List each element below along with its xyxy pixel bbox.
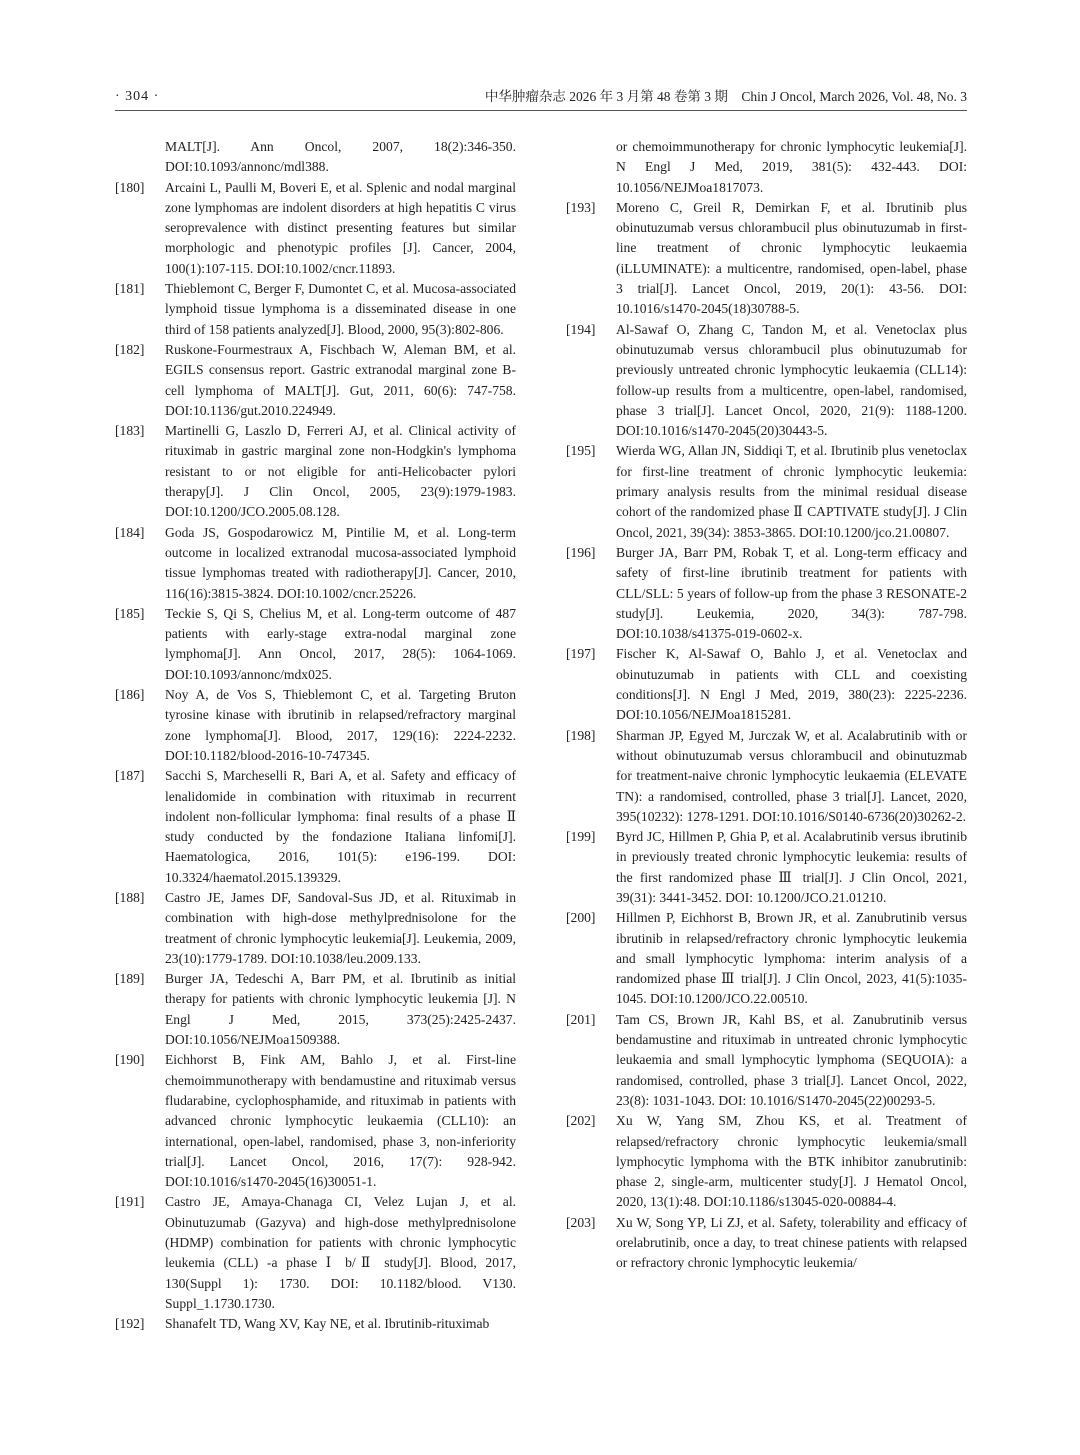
reference-number: [196] bbox=[566, 544, 596, 560]
reference-entry bbox=[566, 441, 967, 542]
reference-text: Ruskone-Fourmestraux A, Fischbach W, Aleman BM, et al. EGILS consensus report. Gastric extranodal marginal zone B-cell lymphoma of MALT[J]. Gut, 2011, 60(6): 747-758. DOI:10.1136/gut.2010.224949. bbox=[165, 341, 516, 418]
reference-text: Xu W, Yang SM, Zhou KS, et al. Treatment of relapsed/refractory chronic lymphocytic leukemia/small lymphocytic lymphoma with the BTK inhibitor zanubrutinib: phase 2, single-arm, multicenter study[J]. J Hematol Oncol, 2020, 13(1):48. DOI:10.1186/s13045-020-00884-4. bbox=[616, 1113, 967, 1210]
journal-citation: 中华肿瘤杂志 2026 年 3 月第 48 卷第 3 期 Chin J Oncol, March 2026, Vol. 48, No. 3 bbox=[484, 89, 967, 104]
reference-text: Moreno C, Greil R, Demirkan F, et al. Ibrutinib plus obinutuzumab versus chlorambucil plus obinutuzumab in first-line treatment of chronic lymphocytic leukaemia (iLLUMINATE): a multicentre, randomised, open-label, phase 3 trial[J]. Lancet Oncol, 2019, 20(1): 43-56. DOI: 10.1016/s1470-2045(18)30788-5. bbox=[616, 199, 967, 317]
reference-number: [199] bbox=[566, 829, 596, 845]
reference-number: [193] bbox=[566, 199, 596, 215]
reference-number: [181] bbox=[115, 281, 145, 297]
reference-number: [198] bbox=[566, 727, 596, 743]
reference-text: Burger JA, Tedeschi A, Barr PM, et al. Ibrutinib as initial therapy for patients with chronic lymphocytic leukemia [J]. N Engl J Med, 2015, 373(25):2425-2437. DOI:10.1056/NEJMoa1509388. bbox=[165, 971, 516, 1048]
reference-entry bbox=[566, 644, 967, 725]
reference-text: Wierda WG, Allan JN, Siddiqi T, et al. Ibrutinib plus venetoclax for first-line treatment of chronic lymphocytic leukemia: primary analysis results from the minimal residual disease cohort of the randomized phase Ⅱ CAPTIVATE study[J]. J Clin Oncol, 2021, 39(34): 3853-3865. DOI:10.1200/jco.21.00807. bbox=[616, 443, 967, 540]
reference-entry bbox=[566, 908, 967, 1009]
reference-entry bbox=[566, 827, 967, 908]
reference-entry bbox=[115, 1192, 516, 1314]
reference-entry bbox=[115, 969, 516, 1050]
reference-text: Sacchi S, Marcheselli R, Bari A, et al. Safety and efficacy of lenalidomide in combination with rituximab in recurrent indolent non-follicular lymphoma: final results of a phase Ⅱ study conducted by the fondazione Italiana linfomi[J]. Haematologica, 2016, 101(5): e196-199. DOI: 10.3324/haematol.2015.139329. bbox=[165, 768, 516, 885]
page-header bbox=[115, 87, 967, 109]
reference-entry bbox=[115, 766, 516, 888]
reference-number: [201] bbox=[566, 1011, 596, 1027]
reference-number: [187] bbox=[115, 768, 145, 784]
reference-number: [200] bbox=[566, 910, 596, 926]
reference-text: Arcaini L, Paulli M, Boveri E, et al. Splenic and nodal marginal zone lymphomas are indolent disorders at high hepatitis C virus seroprevalence with distinct presenting features but similar morphologic and phenotypic profiles [J]. Cancer, 2004, 100(1):107-115. DOI:10.1002/cncr.11893. bbox=[165, 179, 516, 276]
reference-number: [185] bbox=[115, 605, 145, 621]
reference-number: [189] bbox=[115, 971, 145, 987]
reference-text: Castro JE, Amaya-Chanaga CI, Velez Lujan J, et al. Obinutuzumab (Gazyva) and high-dose methylprednisolone (HDMP) combination for patients with chronic lymphocytic leukemia (CLL) -a phase Ⅰ b/Ⅱ study[J]. Blood, 2017, 130(Suppl 1): 1730. DOI: 10.1182/blood. V130. Suppl_1.1730.1730. bbox=[165, 1194, 516, 1311]
reference-text: Burger JA, Barr PM, Robak T, et al. Long-term efficacy and safety of first-line ibrutinib treatment for patients with CLL/SLL: 5 years of follow-up from the phase 3 RESONATE-2 study[J]. Leukemia, 2020, 34(3): 787-798. DOI:10.1038/s41375-019-0602-x. bbox=[616, 544, 967, 642]
reference-text: Al-Sawaf O, Zhang C, Tandon M, et al. Venetoclax plus obinutuzumab versus chlorambucil plus obinutuzumab for previously untreated chronic lymphocytic leukaemia (CLL14): follow-up results from a multicentre, open-label, randomised, phase 3 trial[J]. Lancet Oncol, 2020, 21(9): 1188-1200. DOI:10.1016/s1470-2045(20)30443-5. bbox=[616, 321, 967, 439]
reference-entry bbox=[566, 1010, 967, 1111]
reference-entry bbox=[115, 604, 516, 685]
reference-number: [197] bbox=[566, 646, 596, 662]
reference-entry bbox=[566, 543, 967, 644]
reference-number: [191] bbox=[115, 1194, 145, 1210]
reference-text: Byrd JC, Hillmen P, Ghia P, et al. Acalabrutinib versus ibrutinib in previously treated chronic lymphocytic leukemia: results of the first randomized phase Ⅲ trial[J]. J Clin Oncol, 2021, 39(31): 3441-3452. DOI: 10.1200/JCO.21.01210. bbox=[616, 829, 967, 905]
reference-text: Castro JE, James DF, Sandoval-Sus JD, et al. Rituximab in combination with high-dose methylprednisolone for the treatment of chronic lymphocytic leukemia[J]. Leukemia, 2009, 23(10):1779-1789. DOI:10.1038/leu.2009.133. bbox=[165, 889, 516, 966]
reference-entry bbox=[115, 523, 516, 604]
reference-number: [203] bbox=[566, 1214, 596, 1230]
reference-text: Martinelli G, Laszlo D, Ferreri AJ, et al. Clinical activity of rituximab in gastric marginal zone non-Hodgkin's lymphoma resistant to or not eligible for anti-Helicobacter pylori therapy[J]. J Clin Oncol, 2005, 23(9):1979-1983. DOI:10.1200/JCO.2005.08.128. bbox=[165, 423, 516, 520]
reference-text: Hillmen P, Eichhorst B, Brown JR, et al. Zanubrutinib versus ibrutinib in relapsed/refractory chronic lymphocytic leukemia and small lymphocytic lymphoma: interim analysis of a randomized phase Ⅲ trial[J]. J Clin Oncol, 2023, 41(5):1035-1045. DOI:10.1200/JCO.22.00510. bbox=[616, 910, 967, 1007]
reference-entry bbox=[115, 340, 516, 421]
reference-number: [202] bbox=[566, 1113, 596, 1129]
reference-text: Fischer K, Al-Sawaf O, Bahlo J, et al. Venetoclax and obinutuzumab in patients with CLL and coexisting conditions[J]. N Engl J Med, 2019, 380(23): 2225-2236. DOI:10.1056/NEJMoa1815281. bbox=[616, 646, 967, 723]
reference-number: [183] bbox=[115, 423, 145, 439]
reference-number: [194] bbox=[566, 321, 596, 337]
reference-number: [180] bbox=[115, 179, 145, 195]
reference-entry bbox=[115, 685, 516, 766]
reference-entry bbox=[115, 1314, 516, 1334]
reference-text: Noy A, de Vos S, Thieblemont C, et al. Targeting Bruton tyrosine kinase with ibrutinib in relapsed/refractory marginal zone lymphoma[J]. Blood, 2017, 129(16): 2224-2232. DOI:10.1182/blood-2016-10-747345. bbox=[165, 687, 516, 763]
reference-entry bbox=[566, 137, 967, 198]
reference-entry bbox=[566, 726, 967, 827]
reference-text: Tam CS, Brown JR, Kahl BS, et al. Zanubrutinib versus bendamustine and rituximab in untreated chronic lymphocytic leukaemia and small lymphocytic lymphoma (SEQUOIA): a randomised, controlled, phase 3 trial[J]. Lancet Oncol, 2022, 23(8): 1031-1043. DOI: 10.1016/S1470-2045(22)00293-5. bbox=[616, 1011, 967, 1108]
reference-entry bbox=[115, 178, 516, 279]
reference-number: [190] bbox=[115, 1052, 145, 1068]
reference-number: [182] bbox=[115, 341, 145, 357]
reference-entry bbox=[566, 1111, 967, 1212]
reference-number: [195] bbox=[566, 443, 596, 459]
reference-entry bbox=[115, 1050, 516, 1192]
reference-text: Sharman JP, Egyed M, Jurczak W, et al. Acalabrutinib with or without obinutuzumab versus chlorambucil and obinutuzmab for treatment-naive chronic lymphocytic leukaemia (ELEVATE TN): a randomised, controlled, phase 3 trial[J]. Lancet, 2020, 395(10232): 1278-1291. DOI:10.1016/S0140-6736(20)30262-2. bbox=[616, 727, 967, 824]
reference-text: or chemoimmunotherapy for chronic lymphocytic leukemia[J]. N Engl J Med, 2019, 381(5): 432-443. DOI: 10.1056/NEJMoa1817073. bbox=[616, 139, 967, 195]
reference-text: Thieblemont C, Berger F, Dumontet C, et al. Mucosa-associated lymphoid tissue lymphoma is a disseminated disease in one third of 158 patients analyzed[J]. Blood, 2000, 95(3):802-806. bbox=[165, 281, 516, 337]
reference-number: [192] bbox=[115, 1316, 145, 1332]
reference-list-left bbox=[115, 137, 516, 1335]
reference-number: [184] bbox=[115, 524, 145, 540]
reference-text: Eichhorst B, Fink AM, Bahlo J, et al. First-line chemoimmunotherapy with bendamustine and rituximab versus fludarabine, cyclophosphamide, and rituximab in patients with advanced chronic lymphocytic leukaemia (CLL10): an international, open-label, randomised, phase 3, non-inferiority trial[J]. Lancet Oncol, 2016, 17(7): 928-942. DOI:10.1016/s1470-2045(16)30051-1. bbox=[165, 1052, 516, 1190]
page-number: · 304 · bbox=[115, 89, 160, 104]
reference-text: Goda JS, Gospodarowicz M, Pintilie M, et al. Long-term outcome in localized extranodal mucosa-associated lymphoid tissue lymphomas treated with radiotherapy[J]. Cancer, 2010, 116(16):3815-3824. DOI:10.1002/cncr.25226. bbox=[165, 524, 516, 601]
reference-number: [186] bbox=[115, 687, 145, 703]
reference-list-right bbox=[566, 137, 967, 1274]
reference-number: [188] bbox=[115, 889, 145, 905]
reference-entry bbox=[115, 421, 516, 522]
reference-entry bbox=[115, 279, 516, 340]
header-rule bbox=[115, 110, 967, 111]
reference-text: MALT[J]. Ann Oncol, 2007, 18(2):346-350. DOI:10.1093/annonc/mdl388. bbox=[165, 139, 516, 175]
reference-entry bbox=[115, 888, 516, 969]
reference-entry bbox=[566, 1213, 967, 1274]
reference-text: Teckie S, Qi S, Chelius M, et al. Long-term outcome of 487 patients with early-stage extra-nodal marginal zone lymphoma[J]. Ann Oncol, 2017, 28(5): 1064-1069. DOI:10.1093/annonc/mdx025. bbox=[165, 605, 516, 682]
reference-entry bbox=[566, 320, 967, 442]
reference-text: Xu W, Song YP, Li ZJ, et al. Safety, tolerability and efficacy of orelabrutinib, once a day, to treat chinese patients with relapsed or refractory chronic lymphocytic leukemia/ bbox=[616, 1214, 967, 1271]
reference-text: Shanafelt TD, Wang XV, Kay NE, et al. Ibrutinib-rituximab bbox=[165, 1316, 490, 1332]
reference-entry bbox=[566, 198, 967, 320]
reference-entry bbox=[115, 137, 516, 178]
